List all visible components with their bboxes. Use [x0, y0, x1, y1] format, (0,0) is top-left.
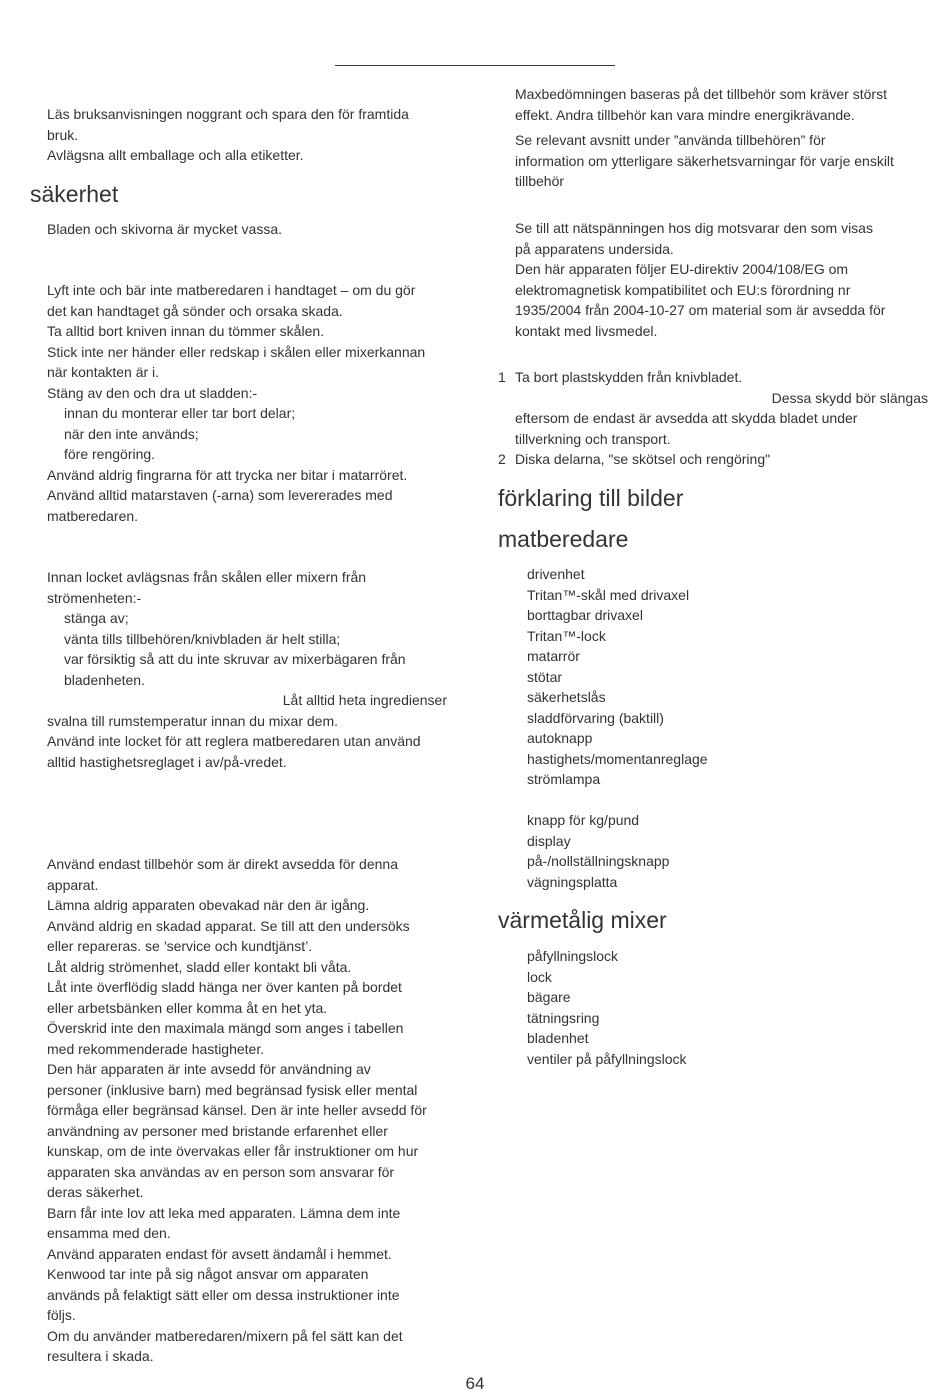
safety-line: Låt inte överflödig sladd hänga ner över kanten på bordet: [47, 979, 402, 995]
safety-line: Använd inte locket för att reglera matberedaren utan använd: [47, 733, 421, 749]
safety-line: Stäng av den och dra ut sladden:-: [47, 384, 258, 401]
part-item: matarrör: [527, 648, 580, 664]
safety-line: stänga av;: [64, 610, 129, 626]
safety-line: med rekommenderade hastigheter.: [47, 1040, 265, 1057]
safety-line: deras säkerhet.: [47, 1184, 144, 1200]
attachments-paragraph: [515, 130, 925, 192]
page-number: 64: [465, 1374, 485, 1393]
step-row: [498, 367, 928, 388]
part-item: knapp för kg/pund: [527, 812, 640, 828]
part-item: Tritan™-skål med drivaxel: [527, 586, 690, 603]
rating-paragraph: [515, 84, 925, 125]
safety-line: följs.: [47, 1307, 76, 1323]
electrical-paragraph: [515, 218, 925, 341]
attachments-line: tillbehör: [515, 173, 565, 189]
safety-line: när kontakten är i.: [47, 364, 160, 380]
blender-heading: värmetålig mixer: [498, 907, 667, 933]
safety-line: alltid hastighetsreglaget i av/på-vredet.: [47, 753, 287, 770]
safety-line: innan du monterar eller tar bort delar;: [64, 405, 296, 421]
part-item: display: [527, 832, 571, 849]
part-item: strömlampa: [527, 771, 601, 787]
safety-line: ensamma med den.: [47, 1225, 171, 1241]
safety-line: matberedaren.: [47, 507, 139, 524]
rating-line: effekt. Andra tillbehör kan vara mindre energikrävande.: [515, 106, 855, 123]
safety-line: när den inte används;: [64, 425, 199, 442]
part-item: ventiler på påfyllningslock: [527, 1050, 687, 1067]
part-item: vägningsplatta: [527, 873, 618, 890]
part-item: lock: [527, 968, 552, 985]
safety-line: kunskap, om de inte övervakas eller får instruktioner om hur: [47, 1143, 419, 1159]
step-row: [498, 429, 928, 450]
safety-line: apparaten ska användas av en person som ansvarar för: [47, 1163, 395, 1180]
part-item: påfyllningslock: [527, 948, 619, 964]
attachments-line: information om ytterligare säkerhetsvarningar för varje enskilt: [515, 152, 894, 169]
safety-line: resultera i skada.: [47, 1348, 154, 1364]
safety-line: användning av personer med bristande erfarenhet eller: [47, 1122, 388, 1139]
step-text: tillverkning och transport.: [515, 430, 671, 447]
step-number: [498, 408, 515, 429]
blender-parts-list: [527, 946, 907, 1069]
step-text: Dessa skydd bör slängas: [771, 389, 928, 406]
electrical-line: Se till att nätspänningen hos dig motsvarar den som visas: [515, 220, 873, 236]
key-heading: förklaring till bilder: [498, 485, 684, 511]
part-item: bägare: [527, 989, 571, 1005]
safety-line: förmåga eller begränsad känsel. Den är inte heller avsedd för: [47, 1102, 427, 1118]
safety-line: svalna till rumstemperatur innan du mixar dem.: [47, 712, 339, 729]
safety-block-3: [47, 854, 457, 1367]
safety-line: Innan locket avlägsnas från skålen eller mixern från: [47, 569, 367, 585]
part-item: borttagbar drivaxel: [527, 607, 643, 623]
part-item: sladdförvaring (baktill): [527, 709, 664, 726]
safety-line: vänta tills tillbehören/knivbladen är helt stilla;: [64, 630, 341, 647]
part-item: säkerhetslås: [527, 689, 606, 705]
safety-line: före rengöring.: [64, 446, 156, 462]
blade-warning: [47, 219, 457, 240]
part-item: Tritan™-lock: [527, 627, 606, 644]
step-text: Ta bort plastskydden från knivbladet.: [515, 369, 743, 385]
header-rule: [335, 65, 615, 66]
safety-line: Ta alltid bort kniven innan du tömmer skålen.: [47, 323, 325, 339]
safety-line: var försiktig så att du inte skruvar av mixerbägaren från: [64, 651, 406, 667]
safety-line: Lämna aldrig apparaten obevakad när den är igång.: [47, 897, 370, 913]
safety-line: Om du använder matberedaren/mixern på fel sätt kan det: [47, 1327, 403, 1344]
part-item: autoknapp: [527, 730, 593, 746]
part-item: tätningsring: [527, 1009, 600, 1026]
step-number: 1: [498, 369, 506, 385]
safety-line: apparat.: [47, 876, 99, 893]
safety-line: Kenwood tar inte på sig något ansvar om apparaten: [47, 1266, 369, 1282]
safety-line: Stick inte ner händer eller redskap i skålen eller mixerkannan: [47, 343, 426, 360]
safety-line: Använd aldrig en skadad apparat. Se till att den undersöks: [47, 917, 410, 934]
part-item: stötar: [527, 668, 563, 685]
safety-line: Använd aldrig fingrarna för att trycka ner bitar i matarröret.: [47, 466, 408, 483]
safety-line: Låt aldrig strömenhet, sladd eller kontakt bli våta.: [47, 958, 352, 975]
safety-line: Låt alltid heta ingredienser: [282, 692, 447, 708]
safety-line: Använd endast tillbehör som är direkt avsedda för denna: [47, 856, 398, 872]
safety-line: Lyft inte och bär inte matberedaren i handtaget – om du gör: [47, 282, 416, 298]
step-row: [498, 408, 928, 429]
rating-line: Maxbedömningen baseras på det tillbehör som kräver störst: [515, 86, 887, 102]
part-item: hastighets/momentanreglage: [527, 750, 708, 767]
safety-line: Barn får inte lov att leka med apparaten. Lämna dem inte: [47, 1204, 401, 1221]
safety-line: eller repareras. se ’service och kundtjänst’.: [47, 938, 313, 954]
intro-line: bruk.: [47, 126, 79, 143]
intro-paragraph: [47, 104, 457, 166]
step-row: [498, 388, 928, 409]
step-number: [498, 429, 515, 450]
safety-heading: säkerhet: [30, 181, 119, 207]
safety-line: Den här apparaten är inte avsedd för användning av: [47, 1061, 371, 1077]
step-text: eftersom de endast är avsedda att skydda bladet under: [515, 410, 858, 426]
electrical-line: på apparatens undersida.: [515, 240, 674, 257]
food-processor-parts-list: [527, 564, 907, 892]
safety-line: Använd apparaten endast för avsett ändamål i hemmet.: [47, 1245, 392, 1262]
electrical-line: kontakt med livsmedel.: [515, 322, 658, 339]
part-item: bladenhet: [527, 1030, 589, 1046]
before-first-use-steps: [498, 367, 928, 470]
safety-line: det kan handtaget gå sönder och orsaka skada.: [47, 302, 343, 319]
safety-line: Använd alltid matarstaven (-arna) som levererades med: [47, 487, 393, 503]
electrical-line: Den här apparaten följer EU-direktiv 2004/108/EG om: [515, 261, 849, 277]
safety-line: Överskrid inte den maximala mängd som anges i tabellen: [47, 1020, 404, 1036]
intro-line: Läs bruksanvisningen noggrant och spara den för framtida: [47, 106, 409, 122]
safety-block-1: [47, 280, 457, 526]
safety-line: strömenheten:-: [47, 589, 142, 606]
step-row: [498, 449, 928, 470]
safety-line: personer (inklusive barn) med begränsad fysisk eller mental: [47, 1081, 418, 1098]
electrical-line: elektromagnetisk kompatibilitet och EU:s förordning nr: [515, 281, 851, 298]
step-text: Diska delarna, "se skötsel och rengöring": [515, 451, 771, 467]
step-number: [498, 388, 515, 409]
attachments-line: Se relevant avsnitt under ”använda tillbehören” för: [515, 132, 826, 148]
blade-warning-text: Bladen och skivorna är mycket vassa.: [47, 221, 282, 237]
food-processor-heading: matberedare: [498, 526, 629, 552]
intro-line: Avlägsna allt emballage och alla etiketter.: [47, 147, 304, 163]
safety-line: används på felaktigt sätt eller om dessa instruktioner inte: [47, 1286, 400, 1303]
step-number: 2: [498, 451, 506, 467]
safety-line: bladenheten.: [64, 671, 145, 688]
safety-block-2: [47, 567, 457, 772]
part-item: drivenhet: [527, 566, 585, 582]
safety-line: eller arbetsbänken eller komma åt en het yta.: [47, 999, 328, 1016]
part-item: på-/nollställningsknapp: [527, 853, 670, 869]
electrical-line: 1935/2004 från 2004-10-27 om material som är avsedda för: [515, 302, 886, 318]
list-gap: [527, 790, 907, 811]
